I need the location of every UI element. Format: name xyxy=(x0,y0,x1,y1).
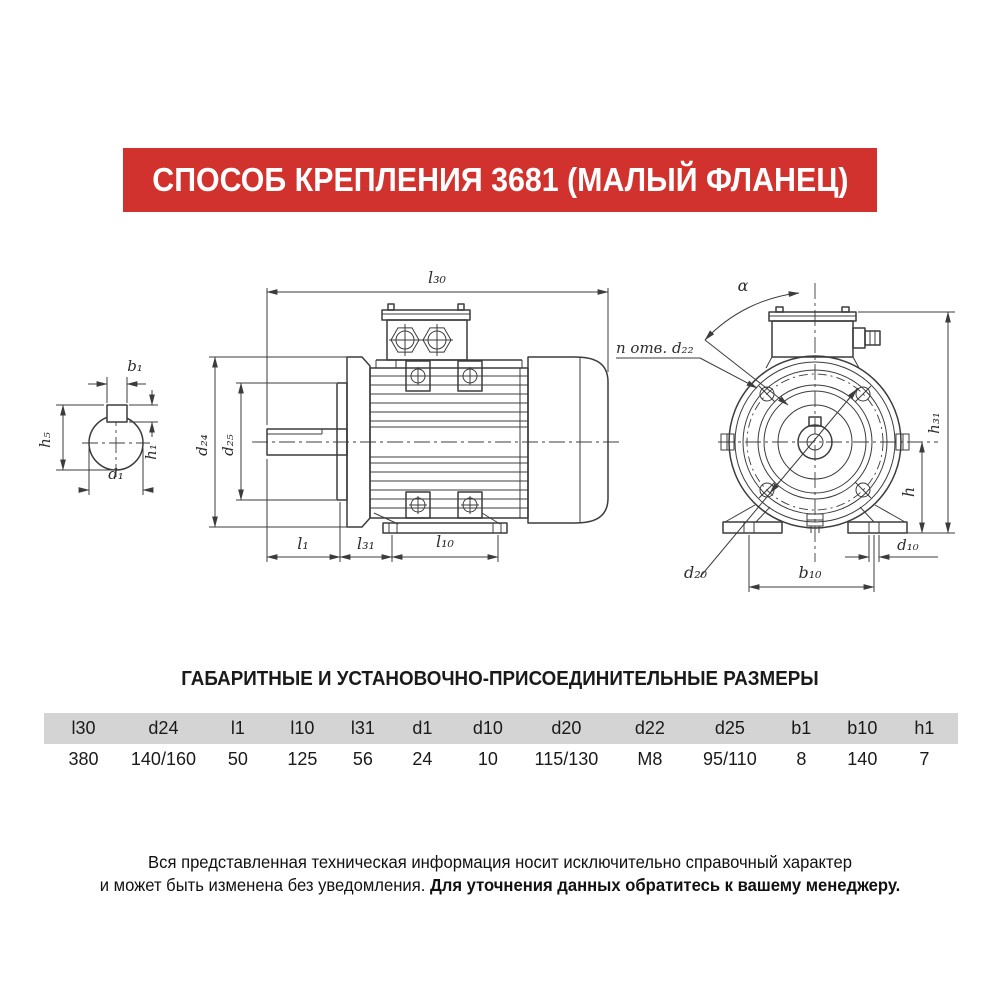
table-value-cell: 7 xyxy=(919,749,930,769)
terminal-box-front xyxy=(766,307,880,368)
dim-label-h5: h₅ xyxy=(36,432,54,448)
disclaimer xyxy=(25,851,975,897)
dim-label-l31: l₃₁ xyxy=(357,534,375,553)
table-header-cell: b10 xyxy=(847,718,878,738)
table-value-cell: 8 xyxy=(796,749,807,769)
table-header-cell: l1 xyxy=(230,718,245,738)
dim-label-d10: d₁₀ xyxy=(897,536,919,554)
table-value-cell: M8 xyxy=(637,749,663,769)
table-header-cell: d25 xyxy=(714,718,745,738)
technical-drawing xyxy=(0,240,1000,600)
table-value-cell: 10 xyxy=(477,749,498,769)
table-value-cell: 95/110 xyxy=(702,749,757,769)
dim-label-n-otv-d22: n отв. d₂₂ xyxy=(616,339,694,357)
page-title: СПОСОБ КРЕПЛЕНИЯ 3681 (МАЛЫЙ ФЛАНЕЦ) xyxy=(151,161,849,198)
dim-label-h1: h₁ xyxy=(142,444,160,460)
table-header-row xyxy=(44,713,958,744)
dim-label-d24: d₂₄ xyxy=(193,434,211,456)
dim-label-l10: l₁₀ xyxy=(436,532,454,551)
table-value-cell: 50 xyxy=(227,749,248,769)
table-header-cell: l30 xyxy=(71,718,96,738)
table-header-cell: b1 xyxy=(791,718,812,738)
disclaimer-line2-bold: Для уточнения данных обратитесь к вашему менеджеру. xyxy=(429,875,901,895)
disclaimer-line2-normal: и может быть изменена без уведомления. xyxy=(99,875,430,895)
table-header-cell: l31 xyxy=(350,718,375,738)
dim-label-h31: h₃₁ xyxy=(925,412,943,434)
dim-label-d1: d₁ xyxy=(108,465,124,483)
table-header-cell: d24 xyxy=(148,718,179,738)
table-value-cell: 24 xyxy=(412,749,433,769)
table-value-cell: 140/160 xyxy=(130,749,196,769)
table-value-cell: 380 xyxy=(68,749,99,769)
front-view xyxy=(616,276,955,592)
dim-label-d25: d₂₅ xyxy=(219,434,237,456)
dimensions-table xyxy=(44,713,958,775)
side-view xyxy=(193,268,622,562)
dim-label-d20: d₂₀ xyxy=(684,563,708,582)
disclaimer-line1: Вся представленная техническая информация носит исключительно справочный характер xyxy=(148,852,852,872)
table-header-cell: h1 xyxy=(914,718,935,738)
table-value-cell: 56 xyxy=(352,749,373,769)
table-header-cell: d10 xyxy=(472,718,503,738)
table-value-cell: 125 xyxy=(287,749,318,769)
dim-label-alpha: α xyxy=(737,276,749,295)
table-header-cell: l10 xyxy=(290,718,315,738)
table-header-cell: d22 xyxy=(634,718,665,738)
cable-gland-icon xyxy=(389,324,453,356)
dim-label-l30: l₃₀ xyxy=(428,268,446,287)
dim-label-b10: b₁₀ xyxy=(798,563,822,582)
table-header-cell: d20 xyxy=(551,718,582,738)
title-banner xyxy=(123,148,877,212)
feet-side xyxy=(374,513,507,533)
table-value-cell: 140 xyxy=(847,749,878,769)
dim-label-l1: l₁ xyxy=(297,534,309,553)
shaft-section-view xyxy=(36,357,160,495)
dim-label-b1: b₁ xyxy=(127,357,143,375)
table-value-row xyxy=(44,744,958,775)
terminal-box-side xyxy=(382,304,470,368)
table-title: ГАБАРИТНЫЕ И УСТАНОВОЧНО-ПРИСОЕДИНИТЕЛЬНЫЕ РАЗМЕРЫ xyxy=(181,668,819,690)
table-header-cell: d1 xyxy=(412,718,433,738)
dim-label-h: h xyxy=(899,486,918,498)
table-value-cell: 115/130 xyxy=(534,749,599,769)
